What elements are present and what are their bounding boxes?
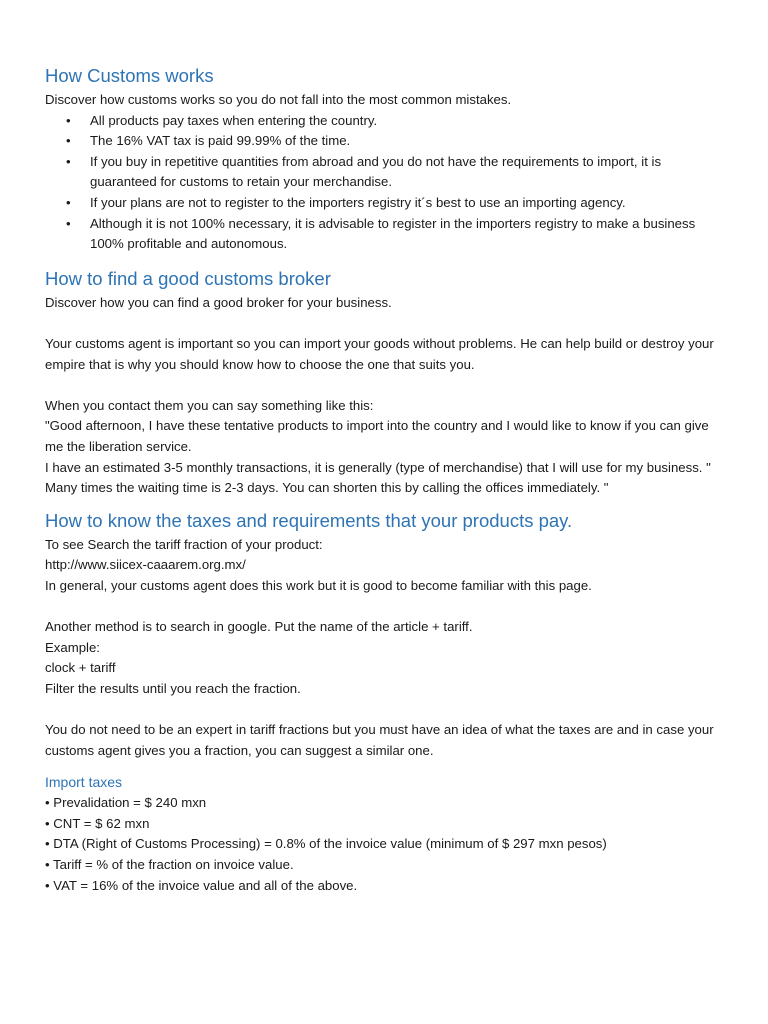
bullet-icon: • [66,112,71,128]
import-taxes-list [45,793,728,896]
section-intro-customs: Discover how customs works so you do not fall into the most common mistakes. [45,92,512,107]
taxes-paragraph: You do not need to be an expert in tariff fractions but you must have an idea of what the taxes are and in case your customs agent gives you a fraction, you can suggest a similar one. [45,722,714,758]
section-title-taxes: How to know the taxes and requirements that your products pay. [45,509,573,531]
customs-bullet-list [45,111,728,255]
section-title-customs: How Customs works [45,65,214,86]
list-item: • The 16% VAT tax is paid 99.99% of the time. [45,131,728,152]
section-title-broker: How to find a good customs broker [45,267,331,289]
broker-contact-line: When you contact them you can say something like this: [45,397,374,413]
bullet-icon: • [66,194,71,210]
blank-line [45,596,728,617]
blank-line [45,375,728,396]
list-item: • All products pay taxes when entering the country. [45,111,728,132]
section-title-import-taxes: Import taxes [45,774,123,791]
list-item: • VAT = 16% of the invoice value and all of the above. [45,877,358,893]
blank-line [45,699,728,720]
list-item: • DTA (Right of Customs Processing) = 0.8% of the invoice value (minimum of $ 297 mxn pesos) [45,836,607,852]
list-item: • Although it is not 100% necessary, it is advisable to register in the importers registry to make a business 100% profitable and autonomous. [66,215,696,252]
broker-quote-line: "Good afternoon, I have these tentative products to import into the country and I would like to know if you can give me the liberation service. [45,418,709,454]
list-item: • Prevalidation = $ 240 mxn [45,795,207,811]
broker-quote-line: I have an estimated 3-5 monthly transactions, it is generally (type of merchandise) that I will use for my business. " [45,459,711,475]
taxes-line: Filter the results until you reach the fraction. [45,680,301,696]
list-item: • If your plans are not to register to the importers registry it´s best to use an importing agency. [45,193,728,214]
taxes-url[interactable]: http://www.siicex-caaarem.org.mx/ [45,557,246,573]
broker-wait-line: Many times the waiting time is 2-3 days. You can shorten this by calling the offices immediately. " [45,480,609,496]
broker-paragraph: Your customs agent is important so you can import your goods without problems. He can help build or destroy your empire that is why you should know how to choose the one that suits you. [45,335,714,372]
taxes-line: Another method is to search in google. Put the name of the article + tariff. [45,619,473,635]
list-item: • CNT = $ 62 mxn [45,815,150,831]
list-item: • If you buy in repetitive quantities from abroad and you do not have the requirements to import, it is guaranteed for customs to retain your merchandise. [66,153,662,190]
taxes-line: In general, your customs agent does this work but it is good to become familiar with this page. [45,577,592,593]
bullet-icon: • [66,153,71,169]
taxes-line: clock + tariff [45,660,116,676]
bullet-icon: • [66,215,71,231]
taxes-line: To see Search the tariff fraction of your product: [45,536,323,552]
blank-line [45,313,728,334]
list-item: • Tariff = % of the fraction on invoice value. [45,857,294,872]
section-intro-broker: Discover how you can find a good broker for your business. [45,294,392,310]
taxes-line: Example: [45,639,100,655]
bullet-icon: • [66,133,71,149]
